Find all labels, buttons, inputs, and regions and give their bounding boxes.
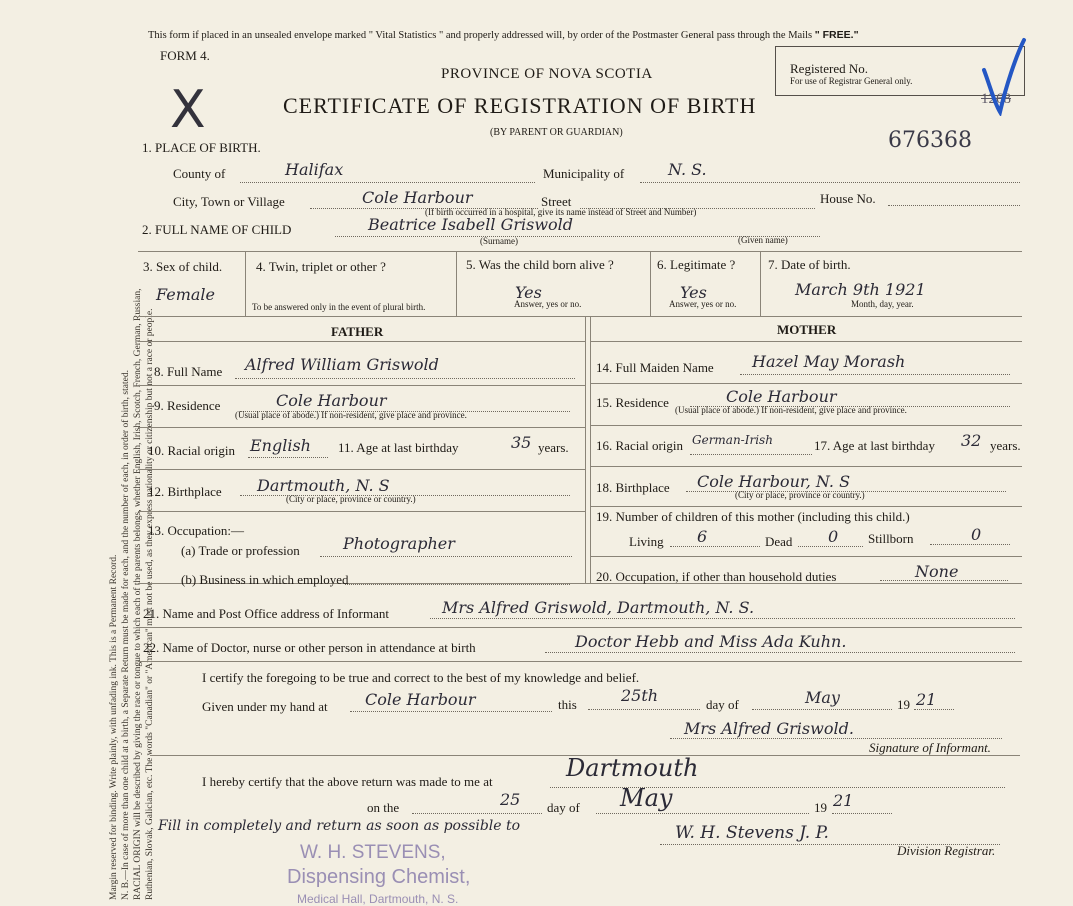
dead-label: Dead — [765, 534, 793, 549]
mother-occupation-value: None — [915, 562, 959, 581]
doctor-value: Doctor Hebb and Miss Ada Kuhn. — [575, 632, 847, 651]
given-place-value: Cole Harbour — [365, 690, 476, 709]
house-label: House No. — [820, 191, 876, 206]
county-label: County of — [173, 166, 226, 181]
child-name-label: 2. FULL NAME OF CHILD — [142, 222, 292, 237]
mother-residence-value: Cole Harbour — [726, 387, 837, 406]
margin-notes — [108, 289, 156, 900]
municipality-label: Municipality of — [543, 166, 625, 181]
dead-value: 0 — [828, 527, 839, 546]
legitimate-label: 6. Legitimate ? — [657, 257, 736, 272]
legitimate-note: Answer, yes or no. — [669, 299, 737, 309]
document-subtitle: (BY PARENT OR GUARDIAN) — [490, 127, 623, 138]
x-mark: X — [170, 80, 206, 140]
mother-birthplace-value: Cole Harbour, N. S — [697, 472, 851, 491]
mother-racial-value: German-Irish — [692, 433, 773, 447]
registrar-note: For use of Registrar General only. — [790, 76, 913, 86]
sex-label: 3. Sex of child. — [143, 259, 223, 274]
certify-month-value: May — [805, 688, 840, 707]
stamp-name: W. H. STEVENS, — [300, 842, 446, 863]
alive-value: Yes — [515, 283, 542, 302]
informant-value: Mrs Alfred Griswold, Dartmouth, N. S. — [442, 598, 755, 617]
registrar-signature-label: Division Registrar. — [897, 843, 996, 858]
trade-value: Photographer — [343, 534, 455, 553]
mother-heading: MOTHER — [777, 322, 837, 337]
informant-signature-label: Signature of Informant. — [869, 740, 991, 755]
this-label: this — [558, 697, 577, 712]
father-racial-label: 10. Racial origin — [148, 443, 236, 458]
registrar-place-value: Dartmouth — [566, 754, 699, 782]
margin-line-1: Margin reserved for binding. Write plainly, with unfading ink. This is a Permanent Record. — [109, 554, 119, 900]
margin-line-3: RACIAL ORIGIN will be described by giving the race or tongue to which each of the parents belongs, whether English, Irish, Scotch, French, German, Russian, — [133, 288, 143, 900]
father-residence-value: Cole Harbour — [276, 391, 387, 410]
margin-line-4: Ruthenian, Slovak, Galician, etc. The words "Canadian" or "American" must not be used, as they express nationality or citizenship but not a race or people. — [145, 308, 155, 900]
trade-label: (a) Trade or profession — [181, 543, 300, 558]
mother-age-value: 32 — [961, 431, 982, 450]
mother-residence-note: (Usual place of abode.) If non-resident, give place and province. — [675, 405, 907, 415]
children-count-label: 19. Number of children of this mother (including this child.) — [596, 509, 910, 524]
hospital-note: (If birth occurred in a hospital, give its name instead of Street and Number) — [425, 207, 697, 217]
mother-residence-label: 15. Residence — [596, 395, 669, 410]
father-heading: FATHER — [331, 324, 384, 339]
free-label: " FREE." — [814, 29, 859, 41]
sex-value: Female — [156, 285, 215, 304]
registrar-day-of-label: day of — [547, 800, 580, 815]
street-label: Street — [541, 194, 572, 209]
father-birthplace-note: (City or place, province or country.) — [286, 494, 416, 504]
father-name-value: Alfred William Griswold — [245, 355, 439, 374]
dob-note: Month, day, year. — [851, 299, 914, 309]
surname-note: (Surname) — [480, 236, 518, 246]
form-number: FORM 4. — [160, 48, 210, 63]
alive-label: 5. Was the child born alive ? — [466, 257, 614, 272]
father-birthplace-value: Dartmouth, N. S — [257, 476, 390, 495]
document-title: CERTIFICATE OF REGISTRATION OF BIRTH — [283, 93, 757, 118]
mother-racial-label: 16. Racial origin — [596, 438, 684, 453]
mother-birthplace-label: 18. Birthplace — [596, 480, 670, 495]
return-instruction: Fill in completely and return as soon as possible to — [158, 818, 521, 834]
margin-line-2: N. B.—In case of more than one child at a birth, a Separate Return must be made for each, and the number of each, in order of birth, stated. — [121, 370, 131, 900]
child-name-value: Beatrice Isabell Griswold — [368, 215, 574, 234]
informant-label: 21. Name and Post Office address of Informant — [143, 606, 389, 621]
registrar-year-value: 21 — [833, 791, 854, 810]
stillborn-label: Stillborn — [868, 531, 914, 546]
certificate-number: 676368 — [888, 128, 972, 153]
father-name-label: 8. Full Name — [154, 364, 223, 379]
stamp-address: Medical Hall, Dartmouth, N. S. — [297, 892, 459, 906]
city-label: City, Town or Village — [173, 194, 285, 209]
dob-label: 7. Date of birth. — [768, 257, 851, 272]
registered-label: Registered No. — [790, 61, 868, 76]
checkmark-icon — [980, 36, 1028, 116]
twin-label: 4. Twin, triplet or other ? — [256, 259, 386, 274]
mother-name-value: Hazel May Morash — [752, 352, 906, 371]
father-occupation-label: 13. Occupation:— — [148, 523, 245, 538]
father-residence-label: 9. Residence — [154, 398, 221, 413]
registrar-signature: W. H. Stevens J. P. — [675, 823, 829, 843]
father-years-label: years. — [538, 440, 569, 455]
mother-name-label: 14. Full Maiden Name — [596, 360, 714, 375]
father-age-label: 11. Age at last birthday — [338, 440, 459, 455]
city-value: Cole Harbour — [362, 188, 473, 207]
county-value: Halifax — [285, 160, 344, 179]
dob-value: March 9th 1921 — [795, 280, 926, 299]
place-of-birth-label: 1. PLACE OF BIRTH. — [142, 140, 261, 155]
legitimate-value: Yes — [680, 283, 707, 302]
father-residence-note: (Usual place of abode.) If non-resident, give place and province. — [235, 410, 467, 420]
alive-note: Answer, yes or no. — [514, 299, 582, 309]
stillborn-value: 0 — [971, 525, 982, 544]
given-under-label: Given under my hand at — [202, 699, 328, 714]
father-age-value: 35 — [511, 433, 532, 452]
registrar-day-value: 25 — [500, 790, 521, 809]
registrar-statement: I hereby certify that the above return was made to me at — [202, 774, 493, 789]
province-heading: PROVINCE OF NOVA SCOTIA — [441, 66, 653, 82]
mother-birthplace-note: (City or place, province or country.) — [735, 490, 865, 500]
mother-years-label: years. — [990, 438, 1021, 453]
municipality-value: N. S. — [668, 160, 707, 179]
mail-notice: This form if placed in an unsealed envelope marked " Vital Statistics " and properly addressed will, by order of the Postmaster General pass through the Mails " FREE." — [148, 29, 859, 41]
day-of-label: day of — [706, 697, 739, 712]
living-value: 6 — [697, 527, 708, 546]
business-label: (b) Business in which employed — [181, 572, 349, 587]
twin-note: To be answered only in the event of plural birth. — [252, 302, 426, 312]
father-racial-value: English — [250, 436, 311, 455]
registrar-month-value: May — [620, 784, 673, 812]
mother-occupation-label: 20. Occupation, if other than household duties — [596, 569, 837, 584]
registrar-year-prefix: 19 — [814, 800, 827, 815]
certify-year-value: 21 — [916, 690, 937, 709]
father-birthplace-label: 12. Birthplace — [148, 484, 222, 499]
given-name-note: (Given name) — [738, 235, 788, 245]
certify-day-value: 25th — [621, 686, 659, 705]
stamp-title: Dispensing Chemist, — [287, 866, 471, 888]
living-label: Living — [629, 534, 664, 549]
struck-number: 1268 — [981, 91, 1011, 107]
on-the-label: on the — [367, 800, 400, 815]
informant-signature: Mrs Alfred Griswold. — [684, 719, 854, 738]
doctor-label: 22. Name of Doctor, nurse or other person in attendance at birth — [143, 640, 476, 655]
mother-age-label: 17. Age at last birthday — [814, 438, 935, 453]
certify-year-prefix: 19 — [897, 697, 910, 712]
certify-statement: I certify the foregoing to be true and correct to the best of my knowledge and belief. — [202, 670, 640, 685]
